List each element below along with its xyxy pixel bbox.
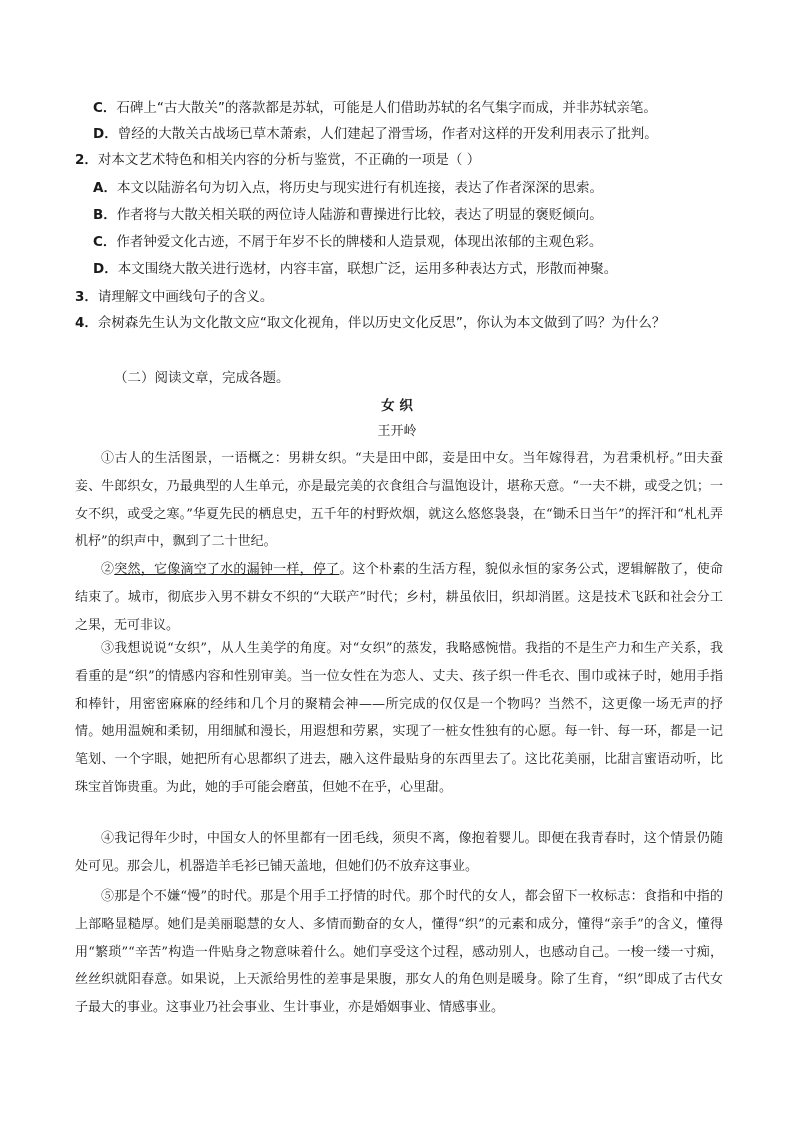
question-4 (75, 313, 665, 333)
option-text: 作者钟爱文化古迹，不屑于年岁不长的牌楼和人造景观，体现出浓郁的主观色彩。 (116, 234, 603, 250)
option-letter: D． (93, 126, 118, 142)
q2-option-d (93, 259, 617, 279)
option-text: 作者将与大散关相关联的两位诗人陆游和曹操进行比较，表达了明显的褒贬倾向。 (116, 207, 603, 223)
article-title: 女 织 (381, 398, 413, 414)
question-2 (75, 150, 480, 170)
article-author: 王开岭 (377, 424, 417, 439)
paragraph-text: 。这个朴素的生活方程，貌似永恒的家务公式，逻辑解散了，使命结束了。城市，彻底步入男不耕女不织的“大联产”时代；乡村，耕虽依旧，织却消匿。这是技术飞跃和社会分工之果，无可非议。 (75, 562, 723, 633)
option-letter: A． (93, 180, 117, 196)
option-letter: B． (93, 207, 117, 223)
paragraph-text: ①古人的生活图景，一语概之：男耕女织。“夫是田中郎，妾是田中女。当年嫁得君，为君秉机杼。”田夫蚕妾、牛郎织女，乃最典型的人生单元，亦是最完美的衣食组合与温饱设计，堪称天意。“一夫不耕，或受之饥；一女不织，或受之寒。”华夏先民的栖息史，五千年的村野炊烟，就这么悠悠袅袅，在“锄禾日当午”的挥汗和“札札弄机杼”的织声中，飘到了二十世纪。 (75, 451, 723, 550)
article-paragraph-2 (75, 556, 723, 639)
question-number: 4． (75, 315, 98, 331)
q1-option-d (93, 124, 658, 144)
q1-option-c (93, 98, 657, 118)
q2-option-b (93, 205, 603, 225)
question-number: 2． (75, 152, 98, 168)
question-stem: 佘树森先生认为文化散文应“取文化视角，伴以历史文化反思”，你认为本文做到了吗？为什么？ (97, 315, 666, 331)
article-paragraph-1 (75, 445, 723, 556)
paragraph-number: ② (101, 562, 115, 577)
option-text: 曾经的大散关古战场已草木萧索，人们建起了滑雪场，作者对这样的开发利用表示了批判。 (117, 126, 658, 142)
option-text: 本文以陆游名句为切入点，将历史与现实进行有机连接，表达了作者深深的思索。 (116, 180, 603, 196)
section-heading: （二）阅读文章，完成各题。 (114, 370, 290, 386)
article-paragraph-3 (75, 635, 723, 802)
question-number: 3． (75, 289, 98, 305)
article-paragraph-5 (75, 883, 723, 1022)
option-text: 本文围绕大散关进行选材，内容丰富，联想广泛，运用多种表达方式，形散而神聚。 (117, 261, 618, 277)
article-paragraph-4 (75, 825, 723, 881)
q2-option-c (93, 232, 602, 252)
paragraph-text: ④我记得年少时，中国女人的怀里都有一团毛线，须臾不离，像抱着婴儿。即便在我青春时，这个情景仍随处可见。那会儿，机器造羊毛衫已铺天盖地，但她们仍不放弃这事业。 (75, 831, 723, 874)
option-letter: C． (93, 100, 117, 116)
underlined-sentence: 突然，它像滴空了水的漏钟一样，停了 (114, 562, 340, 577)
paragraph-text: ⑤那是个不嫌“慢”的时代。那是个用手工抒情的时代。那个时代的女人，都会留下一枚标志：食指和中指的上部略显糙厚。她们是美丽聪慧的女人、多情而勤奋的女人，懂得“织”的元素和成分，懂得“亲手”的含义，懂得用“繁琐”“辛苦”构造一件贴身之物意味着什么。她们享受这个过程，感动别人，也感动自己。一梭一缕一寸痴，丝丝织就阳春意。如果说，上天派给男性的差事是果腹，那女人的角色则是暖身。除了生育，“织”即成了古代女子最大的事业。这事业乃社会事业、生计事业，亦是婚姻事业、情感事业。 (75, 889, 723, 1016)
question-3 (75, 287, 273, 307)
question-stem: 请理解文中画线句子的含义。 (97, 289, 274, 305)
q2-option-a (93, 178, 603, 198)
paragraph-text: ③我想说说“女织”，从人生美学的角度。对“女织”的蒸发，我略感惋惜。我指的不是生产力和生产关系，我看重的是“织”的情感内容和性别审美。当一位女性在为恋人、丈夫、孩子织一件毛衣、围巾或袜子时，她用手指和棒针，用密密麻麻的经纬和几个月的聚精会神——所完成的仅仅是一个物吗？当然不，这更像一场无声的抒情。她用温婉和柔韧，用细腻和漫长，用遐想和劳累，实现了一桩女性独有的心愿。每一针、每一环，都是一记笔划、一个字眼，她把所有心思都织了进去，融入这件最贴身的东西里去了。这比花美丽，比甜言蜜语动听，比珠宝首饰贵重。为此，她的手可能会磨茧，但她不在乎，心里甜。 (75, 641, 723, 795)
option-text: 石碑上“古大散关”的落款都是苏轼，可能是人们借助苏轼的名气集字而成，并非苏轼亲笔。 (116, 100, 657, 116)
option-letter: C． (93, 234, 117, 250)
option-letter: D． (93, 261, 118, 277)
question-stem: 对本文艺术特色和相关内容的分析与鉴赏，不正确的一项是（ ） (97, 152, 481, 168)
